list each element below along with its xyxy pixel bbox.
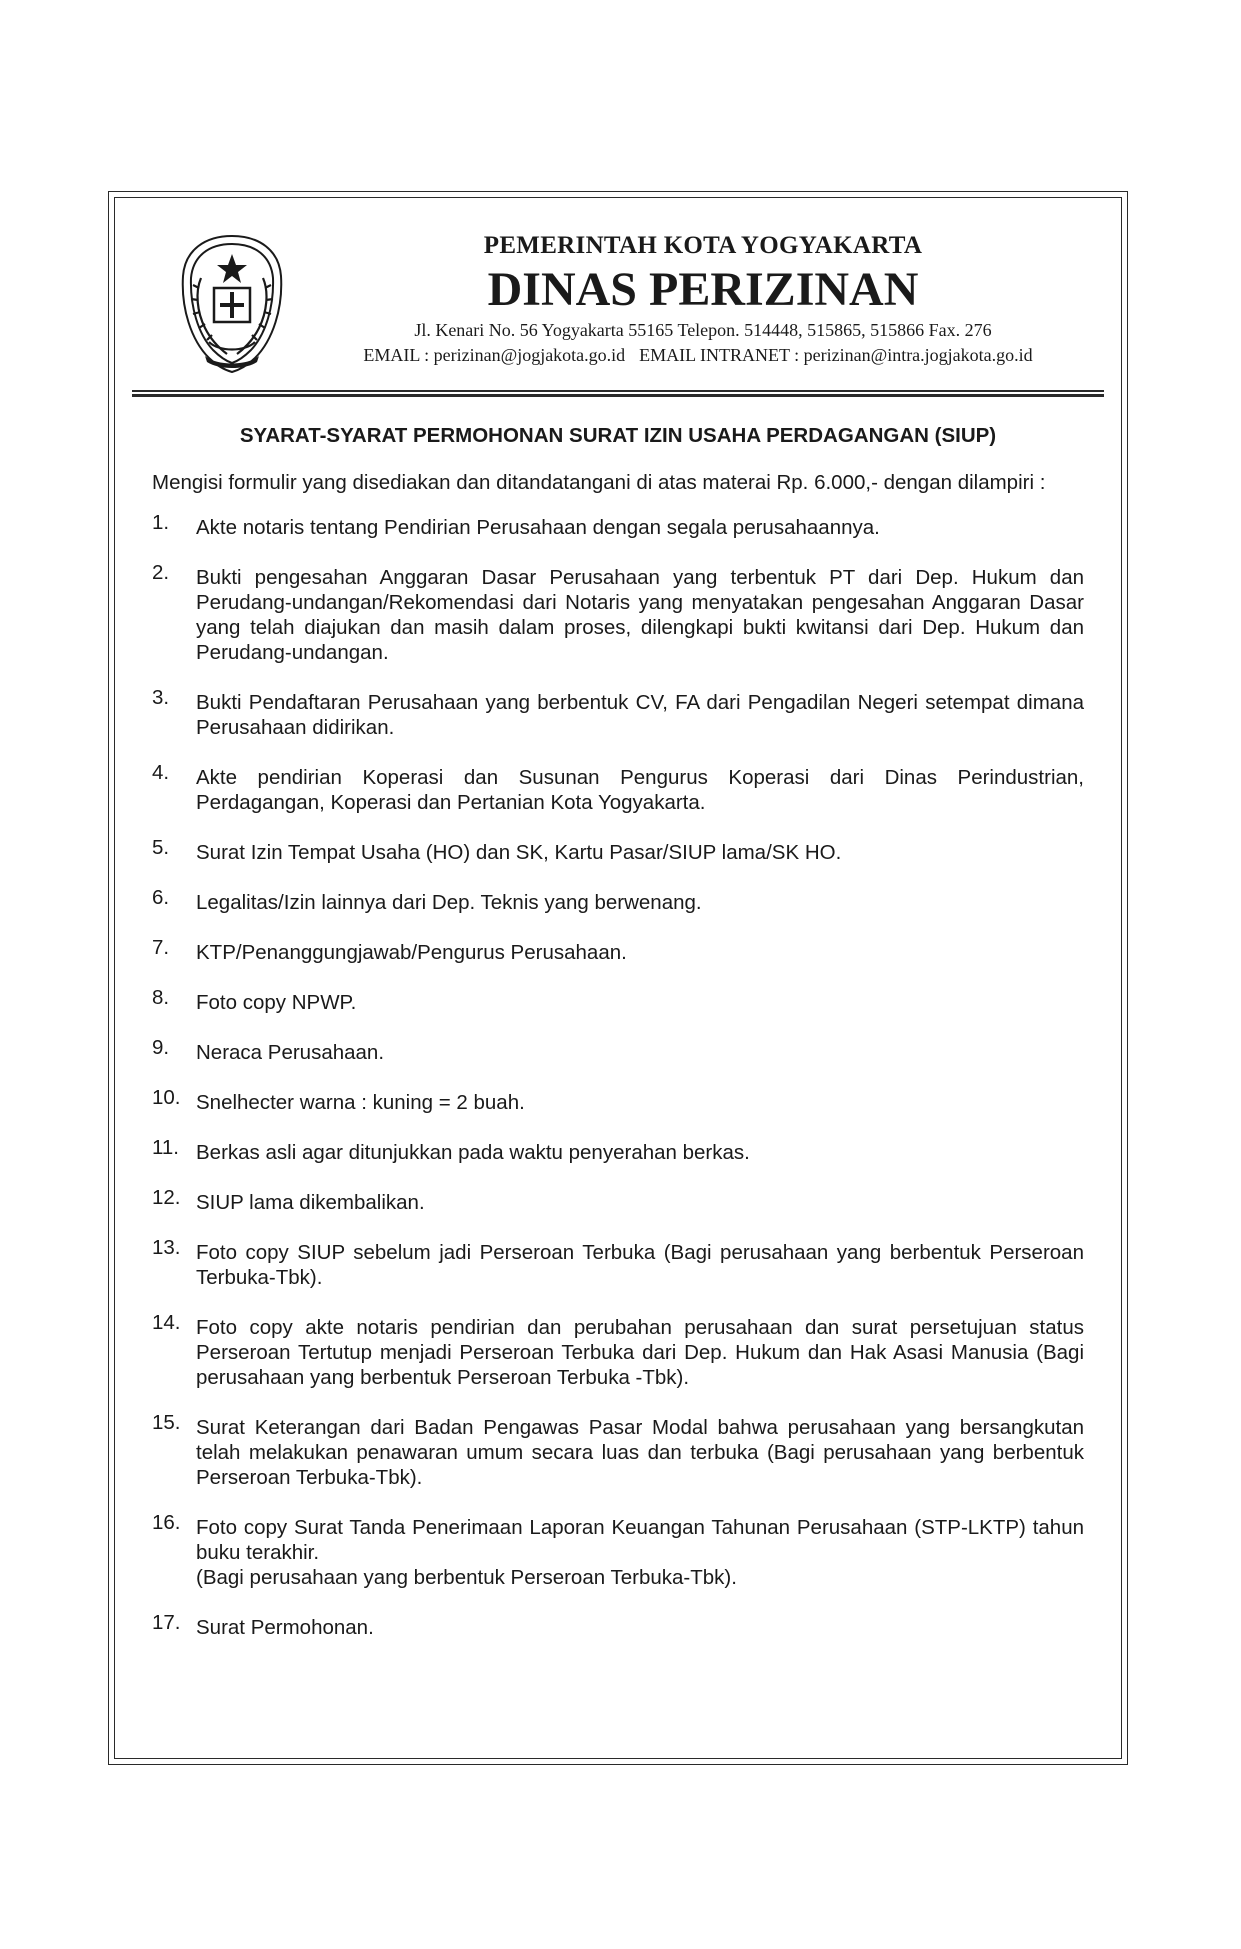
list-item xyxy=(152,886,1084,915)
department-name: DINAS PERIZINAN xyxy=(487,263,919,316)
list-item xyxy=(152,561,1084,665)
city-seal-icon xyxy=(175,228,290,378)
requirements-list xyxy=(152,511,1084,1640)
item-number: 17. xyxy=(152,1611,181,1634)
list-item xyxy=(152,1511,1084,1590)
office-address: Jl. Kenari No. 56 Yogyakarta 55165 Telepon. 514448, 515865, 515866 Fax. 276 xyxy=(414,320,992,340)
item-text: Snelhecter warna : kuning = 2 buah. xyxy=(196,1091,525,1114)
item-text: Akte notaris tentang Pendirian Perusahaan dengan segala perusahaannya. xyxy=(196,516,880,539)
item-number: 9. xyxy=(152,1036,170,1059)
item-number: 15. xyxy=(152,1411,181,1434)
item-number: 8. xyxy=(152,986,170,1009)
item-number: 11. xyxy=(152,1136,179,1159)
item-text: Berkas asli agar ditunjukkan pada waktu penyerahan berkas. xyxy=(196,1141,750,1164)
item-number: 4. xyxy=(152,761,170,784)
item-text: Surat Keterangan dari Badan Pengawas Pasar Modal bahwa perusahaan yang bersangkutan telah melakukan penawaran umum secara luas dan terbuka (Bagi perusahaan yang berbentuk Perseroan Terbuka-Tbk). xyxy=(196,1416,1084,1489)
list-item xyxy=(152,1611,1084,1640)
list-item xyxy=(152,936,1084,965)
list-item xyxy=(152,1036,1084,1065)
list-item xyxy=(152,1186,1084,1215)
document-body xyxy=(152,423,1084,1665)
document-inner-border xyxy=(114,197,1122,1759)
item-text: KTP/Penanggungjawab/Pengurus Perusahaan. xyxy=(196,941,627,964)
item-number: 5. xyxy=(152,836,170,859)
email-link[interactable]: EMAIL : perizinan@jogjakota.go.id xyxy=(363,345,626,365)
item-note: (Bagi perusahaan yang berbentuk Perseroan Terbuka-Tbk). xyxy=(196,1566,737,1589)
item-text: Foto copy SIUP sebelum jadi Perseroan Terbuka (Bagi perusahaan yang berbentuk Perseroan Terbuka-Tbk). xyxy=(196,1241,1084,1289)
item-text: Foto copy Surat Tanda Penerimaan Laporan Keuangan Tahunan Perusahaan (STP-LKTP) tahun buku terakhir. xyxy=(196,1516,1084,1564)
email-intranet-link[interactable]: EMAIL INTRANET : perizinan@intra.jogjakota.go.id xyxy=(639,345,1033,365)
item-text: Foto copy akte notaris pendirian dan perubahan perusahaan dan surat persetujuan status Perseroan Tertutup menjadi Perseroan Terbuka dari Dep. Hukum dan Hak Asasi Manusia (Bagi perusahaan yang berbentuk Perseroan Terbuka -Tbk). xyxy=(196,1316,1084,1389)
item-text: SIUP lama dikembalikan. xyxy=(196,1191,425,1214)
list-item xyxy=(152,511,1084,540)
list-item xyxy=(152,986,1084,1015)
list-item xyxy=(152,1236,1084,1290)
item-number: 2. xyxy=(152,561,170,584)
government-name: PEMERINTAH KOTA YOGYAKARTA xyxy=(483,232,923,259)
intro-paragraph: Mengisi formulir yang disediakan dan ditandatangani di atas materai Rp. 6.000,- dengan dilampiri : xyxy=(152,471,1046,494)
item-number: 3. xyxy=(152,686,170,709)
item-text: Bukti Pendaftaran Perusahaan yang berbentuk CV, FA dari Pengadilan Negeri setempat dimana Perusahaan didirikan. xyxy=(196,691,1084,739)
item-number: 16. xyxy=(152,1511,181,1534)
item-number: 1. xyxy=(152,511,170,534)
list-item xyxy=(152,1136,1084,1165)
item-text: Foto copy NPWP. xyxy=(196,991,357,1014)
item-text: Surat Izin Tempat Usaha (HO) dan SK, Kartu Pasar/SIUP lama/SK HO. xyxy=(196,841,842,864)
list-item xyxy=(152,836,1084,865)
item-text: Legalitas/Izin lainnya dari Dep. Teknis yang berwenang. xyxy=(196,891,702,914)
item-text: Neraca Perusahaan. xyxy=(196,1041,385,1064)
document-outer-border xyxy=(108,191,1128,1765)
letterhead-divider xyxy=(132,390,1104,397)
item-number: 6. xyxy=(152,886,170,909)
list-item xyxy=(152,1411,1084,1490)
list-item xyxy=(152,686,1084,740)
item-number: 13. xyxy=(152,1236,181,1259)
letterhead xyxy=(275,232,1101,366)
item-number: 12. xyxy=(152,1186,181,1209)
item-text: Surat Permohonan. xyxy=(196,1616,374,1639)
list-item xyxy=(152,1086,1084,1115)
item-text: Bukti pengesahan Anggaran Dasar Perusahaan yang terbentuk PT dari Dep. Hukum dan Perudang-undangan/Rekomendasi dari Notaris yang menyatakan pengesahan Anggaran Dasar yang telah diajukan dan masih dalam proses, dilengkapi bukti kwitansi dari Dep. Hukum dan Perudang-undangan. xyxy=(196,566,1084,664)
list-item xyxy=(152,761,1084,815)
item-text: Akte pendirian Koperasi dan Susunan Pengurus Koperasi dari Dinas Perindustrian, Perdagangan, Koperasi dan Pertanian Kota Yogyakarta. xyxy=(196,766,1084,814)
item-number: 7. xyxy=(152,936,170,959)
item-number: 10. xyxy=(152,1086,181,1109)
contact-emails xyxy=(295,345,1101,366)
list-item xyxy=(152,1311,1084,1390)
item-number: 14. xyxy=(152,1311,181,1334)
document-title: SYARAT-SYARAT PERMOHONAN SURAT IZIN USAHA PERDAGANGAN (SIUP) xyxy=(239,424,997,447)
